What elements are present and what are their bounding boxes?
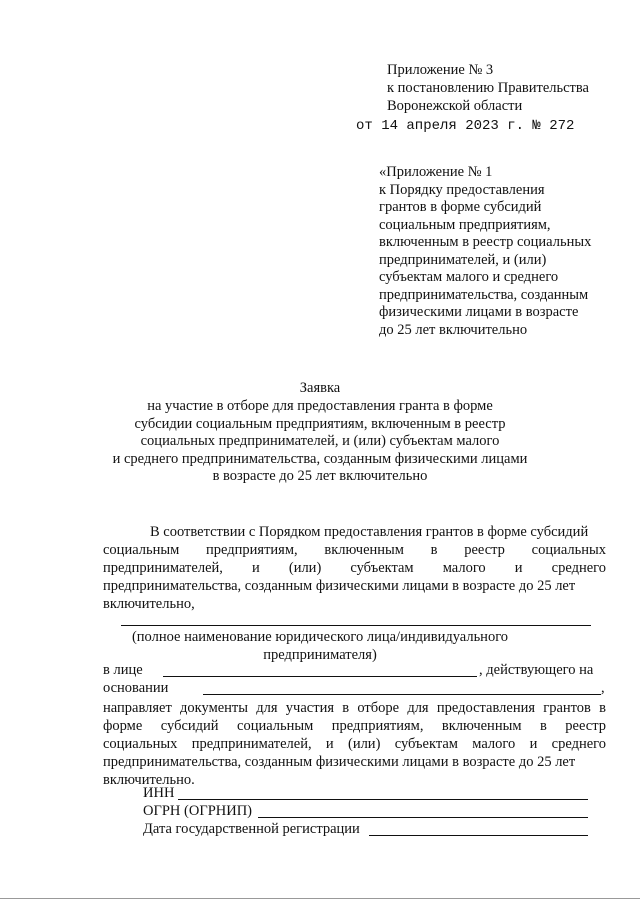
- appendix-number: Приложение № 3: [387, 62, 494, 78]
- registration-date-underline[interactable]: [369, 835, 588, 836]
- appendix1-line: грантов в форме субсидий: [379, 199, 542, 215]
- title-line: и среднего предпринимательства, созданным физическими лицами: [112, 450, 528, 467]
- para1-first-line: В соответствии с Порядком предоставления грантов в форме субсидий: [150, 524, 589, 540]
- basis-underline[interactable]: [203, 694, 601, 695]
- appendix1-line: «Приложение № 1: [379, 164, 493, 180]
- para2-line: форме субсидий социальным предприятиям, включенным в реестр: [103, 718, 606, 734]
- organization-caption: (полное наименование юридического лица/индивидуального: [131, 629, 509, 645]
- para2-line: предпринимательства, созданным физическими лицами в возрасте до 25 лет: [103, 754, 576, 770]
- appendix1-line: к Порядку предоставления: [379, 181, 545, 198]
- appendix1-line: социальным предприятиям,: [379, 216, 551, 233]
- organization-name-underline[interactable]: [121, 625, 591, 626]
- appendix1-line: физическими лицами в возрасте: [379, 304, 579, 320]
- in-person-label: в лице: [103, 662, 143, 678]
- title-subtitle: [0, 398, 640, 486]
- decree-reference: к постановлению Правительства: [387, 80, 589, 96]
- basis-comma: ,: [601, 680, 605, 696]
- title-line: социальных предпринимателей, и (или) субъектам малого: [140, 433, 500, 449]
- page-bottom-edge: [0, 898, 640, 899]
- ogrn-label: ОГРН (ОГРНИП): [143, 803, 253, 819]
- para1-line: социальным предприятиям, включенным в реестр социальных: [103, 542, 606, 558]
- inn-label: ИНН: [143, 785, 175, 801]
- registration-date-label: Дата государственной регистрации: [143, 821, 360, 837]
- appendix1-block: [379, 164, 591, 339]
- basis-label: основании: [103, 680, 169, 696]
- ogrn-underline[interactable]: [258, 817, 588, 818]
- document-title: Заявка: [299, 380, 341, 396]
- decree-date: от 14 апреля 2023 г. № 272: [356, 118, 575, 134]
- acting-label: , действующего на: [479, 662, 594, 678]
- appendix1-line: предпринимательства, созданным: [379, 286, 589, 303]
- appendix1-line: субъектам малого и среднего: [379, 269, 559, 285]
- para1-line: предпринимателей, и (или) субъектам малого и среднего: [103, 560, 606, 576]
- representative-underline[interactable]: [163, 676, 477, 677]
- appendix1-line: до 25 лет включительно: [379, 321, 528, 338]
- para2-line: включительно.: [103, 772, 195, 788]
- para2-line: социальных предпринимателей, и (или) субъектам малого и среднего: [103, 736, 606, 752]
- title-line: в возрасте до 25 лет включительно: [212, 468, 428, 484]
- para2-line: направляет документы для участия в отборе для предоставления грантов в: [103, 700, 606, 716]
- para1-line: предпринимательства, созданным физическими лицами в возрасте до 25 лет: [103, 578, 576, 594]
- appendix1-line: включенным в реестр социальных: [379, 234, 592, 250]
- title-line: на участие в отборе для предоставления гранта в форме: [147, 398, 493, 414]
- inn-underline[interactable]: [178, 799, 588, 800]
- region-name: Воронежской области: [387, 98, 523, 114]
- title-line: субсидии социальным предприятиям, включенным в реестр: [134, 415, 506, 432]
- para1-line: включительно,: [103, 596, 195, 612]
- organization-caption: предпринимателя): [263, 647, 377, 663]
- appendix1-line: предпринимателей, и (или): [379, 251, 547, 268]
